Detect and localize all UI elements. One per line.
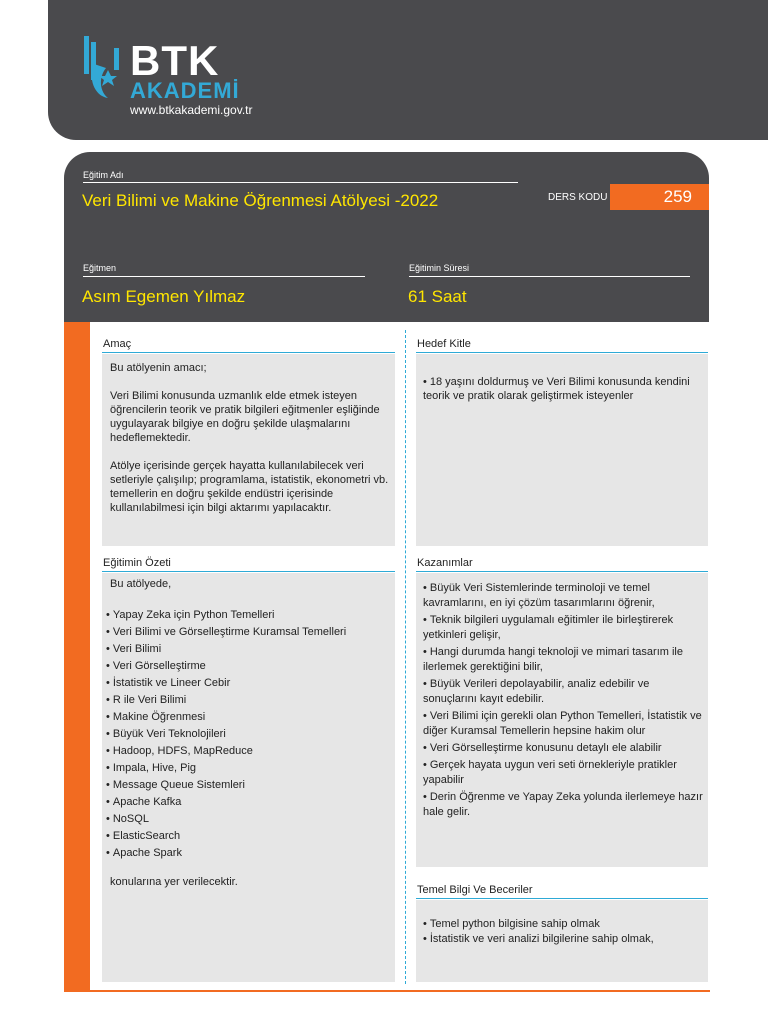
ozet-item: • Veri Bilimi — [106, 641, 390, 658]
instructor-name: Asım Egemen Yılmaz — [82, 287, 246, 306]
ozet-item: • Apache Spark — [106, 845, 390, 862]
ozet-item: • İstatistik ve Lineer Cebir — [106, 675, 390, 692]
instructor-underline — [83, 276, 365, 277]
ozet-item: • Veri Bilimi ve Görselleştirme Kuramsal Temelleri — [106, 624, 390, 641]
temel-underline — [416, 898, 708, 899]
kazanimlar-text — [423, 581, 703, 822]
kazanimlar-item: • Gerçek hayata uygun veri seti örnekleriyle pratikler yapabilir — [423, 758, 703, 788]
amac-underline — [102, 352, 395, 353]
course-code: 259 — [610, 184, 709, 210]
ozet-item: • Yapay Zeka için Python Temelleri — [106, 607, 390, 624]
column-divider — [405, 330, 406, 984]
course-name-label: Eğitim Adı — [83, 170, 124, 180]
ozet-text — [110, 577, 390, 889]
temel-title: Temel Bilgi Ve Beceriler — [417, 884, 533, 896]
brand-name: BTK — [130, 37, 220, 84]
ozet-item: • ElasticSearch — [106, 828, 390, 845]
ozet-item: • Impala, Hive, Pig — [106, 760, 390, 777]
temel-item: • Temel python bilgisine sahip olmak — [423, 917, 703, 932]
kazanimlar-item: • Hangi durumda hangi teknoloji ve mimari tasarım ile ilerlemek gerektiğini bilir, — [423, 645, 703, 675]
kazanimlar-title: Kazanımlar — [417, 557, 473, 569]
orange-side-bar — [64, 322, 90, 992]
ozet-intro: Bu atölyede, — [110, 578, 172, 590]
amac-paragraph: Bu atölyenin amacı; — [110, 362, 207, 374]
kazanimlar-item: • Derin Öğrenme ve Yapay Zeka yolunda ilerlemeye hazır hale gelir. — [423, 790, 703, 820]
temel-text — [423, 917, 703, 947]
hedef-underline — [416, 352, 708, 353]
btk-emblem-icon — [84, 34, 128, 106]
amac-paragraph: Veri Bilimi konusunda uzmanlık elde etmek isteyen öğrencilerin teorik ve pratik bilgileri eğitmenler eşliğinde uygulayarak bilgiye en doğru şekilde ulaşmalarını hedeflemektedir. — [110, 390, 380, 444]
hedef-title: Hedef Kitle — [417, 338, 471, 350]
course-info-card — [64, 152, 709, 322]
course-code-label: DERS KODU — [548, 192, 608, 203]
kazanimlar-item: • Büyük Verileri depolayabilir, analiz edebilir ve sonuçlarını kayıt edebilir. — [423, 677, 703, 707]
kazanimlar-item: • Veri Görselleştirme konusunu detaylı ele alabilir — [423, 741, 703, 756]
orange-bottom-line — [64, 990, 710, 992]
duration-value: 61 Saat — [408, 287, 467, 306]
ozet-item: • Hadoop, HDFS, MapReduce — [106, 743, 390, 760]
kazanimlar-underline — [416, 571, 708, 572]
kazanimlar-item: • Teknik bilgileri uygulamalı eğitimler ile birleştirerek yetkinleri gelişir, — [423, 613, 703, 643]
brand-sub: AKADEMİ — [130, 78, 240, 103]
duration-label: Eğitimin Süresi — [409, 263, 470, 273]
duration-underline — [409, 276, 690, 277]
ozet-item: • Veri Görselleştirme — [106, 658, 390, 675]
ozet-title: Eğitimin Özeti — [103, 557, 171, 569]
ozet-outro: konularına yer verilecektir. — [110, 876, 238, 888]
ozet-item: • NoSQL — [106, 811, 390, 828]
ozet-item: • Apache Kafka — [106, 794, 390, 811]
ozet-item: • Makine Öğrenmesi — [106, 709, 390, 726]
hedef-text — [423, 375, 703, 403]
kazanimlar-item: • Veri Bilimi için gerekli olan Python Temelleri, İstatistik ve diğer Kuramsal Temellerin hepsine hakim olur — [423, 709, 703, 739]
amac-title: Amaç — [103, 338, 132, 350]
course-name: Veri Bilimi ve Makine Öğrenmesi Atölyesi -2022 — [82, 191, 439, 210]
kazanimlar-item: • Büyük Veri Sistemlerinde terminoloji ve temel kavramlarını, en iyi çözüm tasarımlarını öğrenir, — [423, 581, 703, 611]
instructor-label: Eğitmen — [83, 263, 117, 273]
ozet-item: • R ile Veri Bilimi — [106, 692, 390, 709]
temel-item: • İstatistik ve veri analizi bilgilerine sahip olmak, — [423, 932, 703, 947]
ozet-item: • Message Queue Sistemleri — [106, 777, 390, 794]
amac-text — [110, 361, 390, 515]
amac-paragraph: Atölye içerisinde gerçek hayatta kullanılabilecek veri setleriyle çalışılıp; programlama, istatistik, ekonometri vb. temellerin en doğru şekilde endüstri içerisinde kullanılabilmesi için bilgi aktarımı yapılacaktır. — [110, 460, 389, 514]
ozet-underline — [102, 571, 395, 572]
btk-logo[interactable] — [84, 34, 284, 124]
ozet-item: • Büyük Veri Teknolojileri — [106, 726, 390, 743]
course-name-underline — [83, 182, 518, 183]
brand-url[interactable]: www.btkakademi.gov.tr — [130, 103, 253, 117]
hedef-item: • 18 yaşını doldurmuş ve Veri Bilimi konusunda kendini teorik ve pratik olarak geliştirmek isteyenler — [423, 375, 703, 403]
